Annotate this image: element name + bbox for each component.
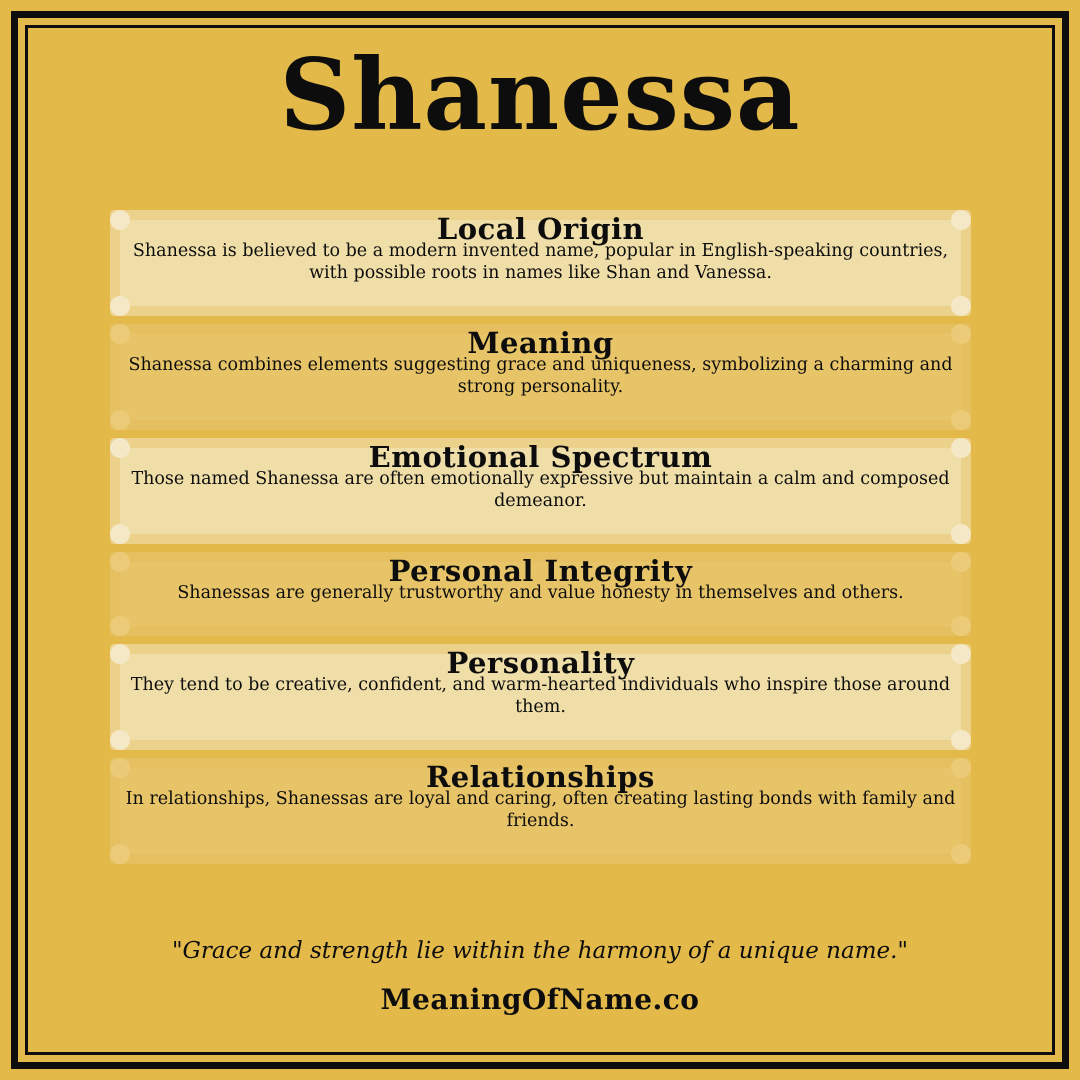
corner-dot	[951, 524, 971, 544]
corner-dot	[951, 616, 971, 636]
corner-dot	[110, 616, 130, 636]
section-heading: Emotional Spectrum	[368, 440, 713, 474]
corner-dot	[110, 730, 130, 750]
section-heading: Local Origin	[436, 212, 645, 246]
corner-dot	[110, 410, 130, 430]
section-text: Those named Shanessa are often emotionally expressive but maintain a calm and composed demeanor.	[131, 469, 950, 511]
corner-dot	[110, 524, 130, 544]
section-text: Shanessa is believed to be a modern invented name, popular in English-speaking countries, with possible roots in names like Shan and Vanessa.	[132, 241, 949, 283]
section-relationships	[110, 758, 971, 864]
brand-name: MeaningOfName.co	[380, 983, 700, 1016]
section-heading: Meaning	[467, 326, 614, 360]
section-text: Shanessa combines elements suggesting grace and uniqueness, symbolizing a charming and strong personality.	[128, 355, 953, 397]
name-title: Shanessa	[279, 38, 801, 153]
quote: "Grace and strength lie within the harmony of a unique name."	[171, 938, 909, 964]
section-text: In relationships, Shanessas are loyal and caring, often creating lasting bonds with family and friends.	[125, 789, 956, 831]
corner-dot	[951, 730, 971, 750]
corner-dot	[110, 844, 130, 864]
section-heading: Personality	[446, 646, 635, 680]
section-heading: Personal Integrity	[388, 554, 693, 588]
section-emotional-spectrum	[110, 438, 971, 544]
section-personal-integrity	[110, 552, 971, 636]
corner-dot	[951, 410, 971, 430]
corner-dot	[951, 296, 971, 316]
section-personality	[110, 644, 971, 750]
section-heading: Relationships	[426, 760, 655, 794]
section-meaning	[110, 324, 971, 430]
section-text: Shanessas are generally trustworthy and value honesty in themselves and others.	[177, 583, 904, 603]
section-text: They tend to be creative, confident, and warm-hearted individuals who inspire those around them.	[130, 675, 951, 717]
corner-dot	[110, 296, 130, 316]
corner-dot	[951, 844, 971, 864]
section-local-origin	[110, 210, 971, 316]
